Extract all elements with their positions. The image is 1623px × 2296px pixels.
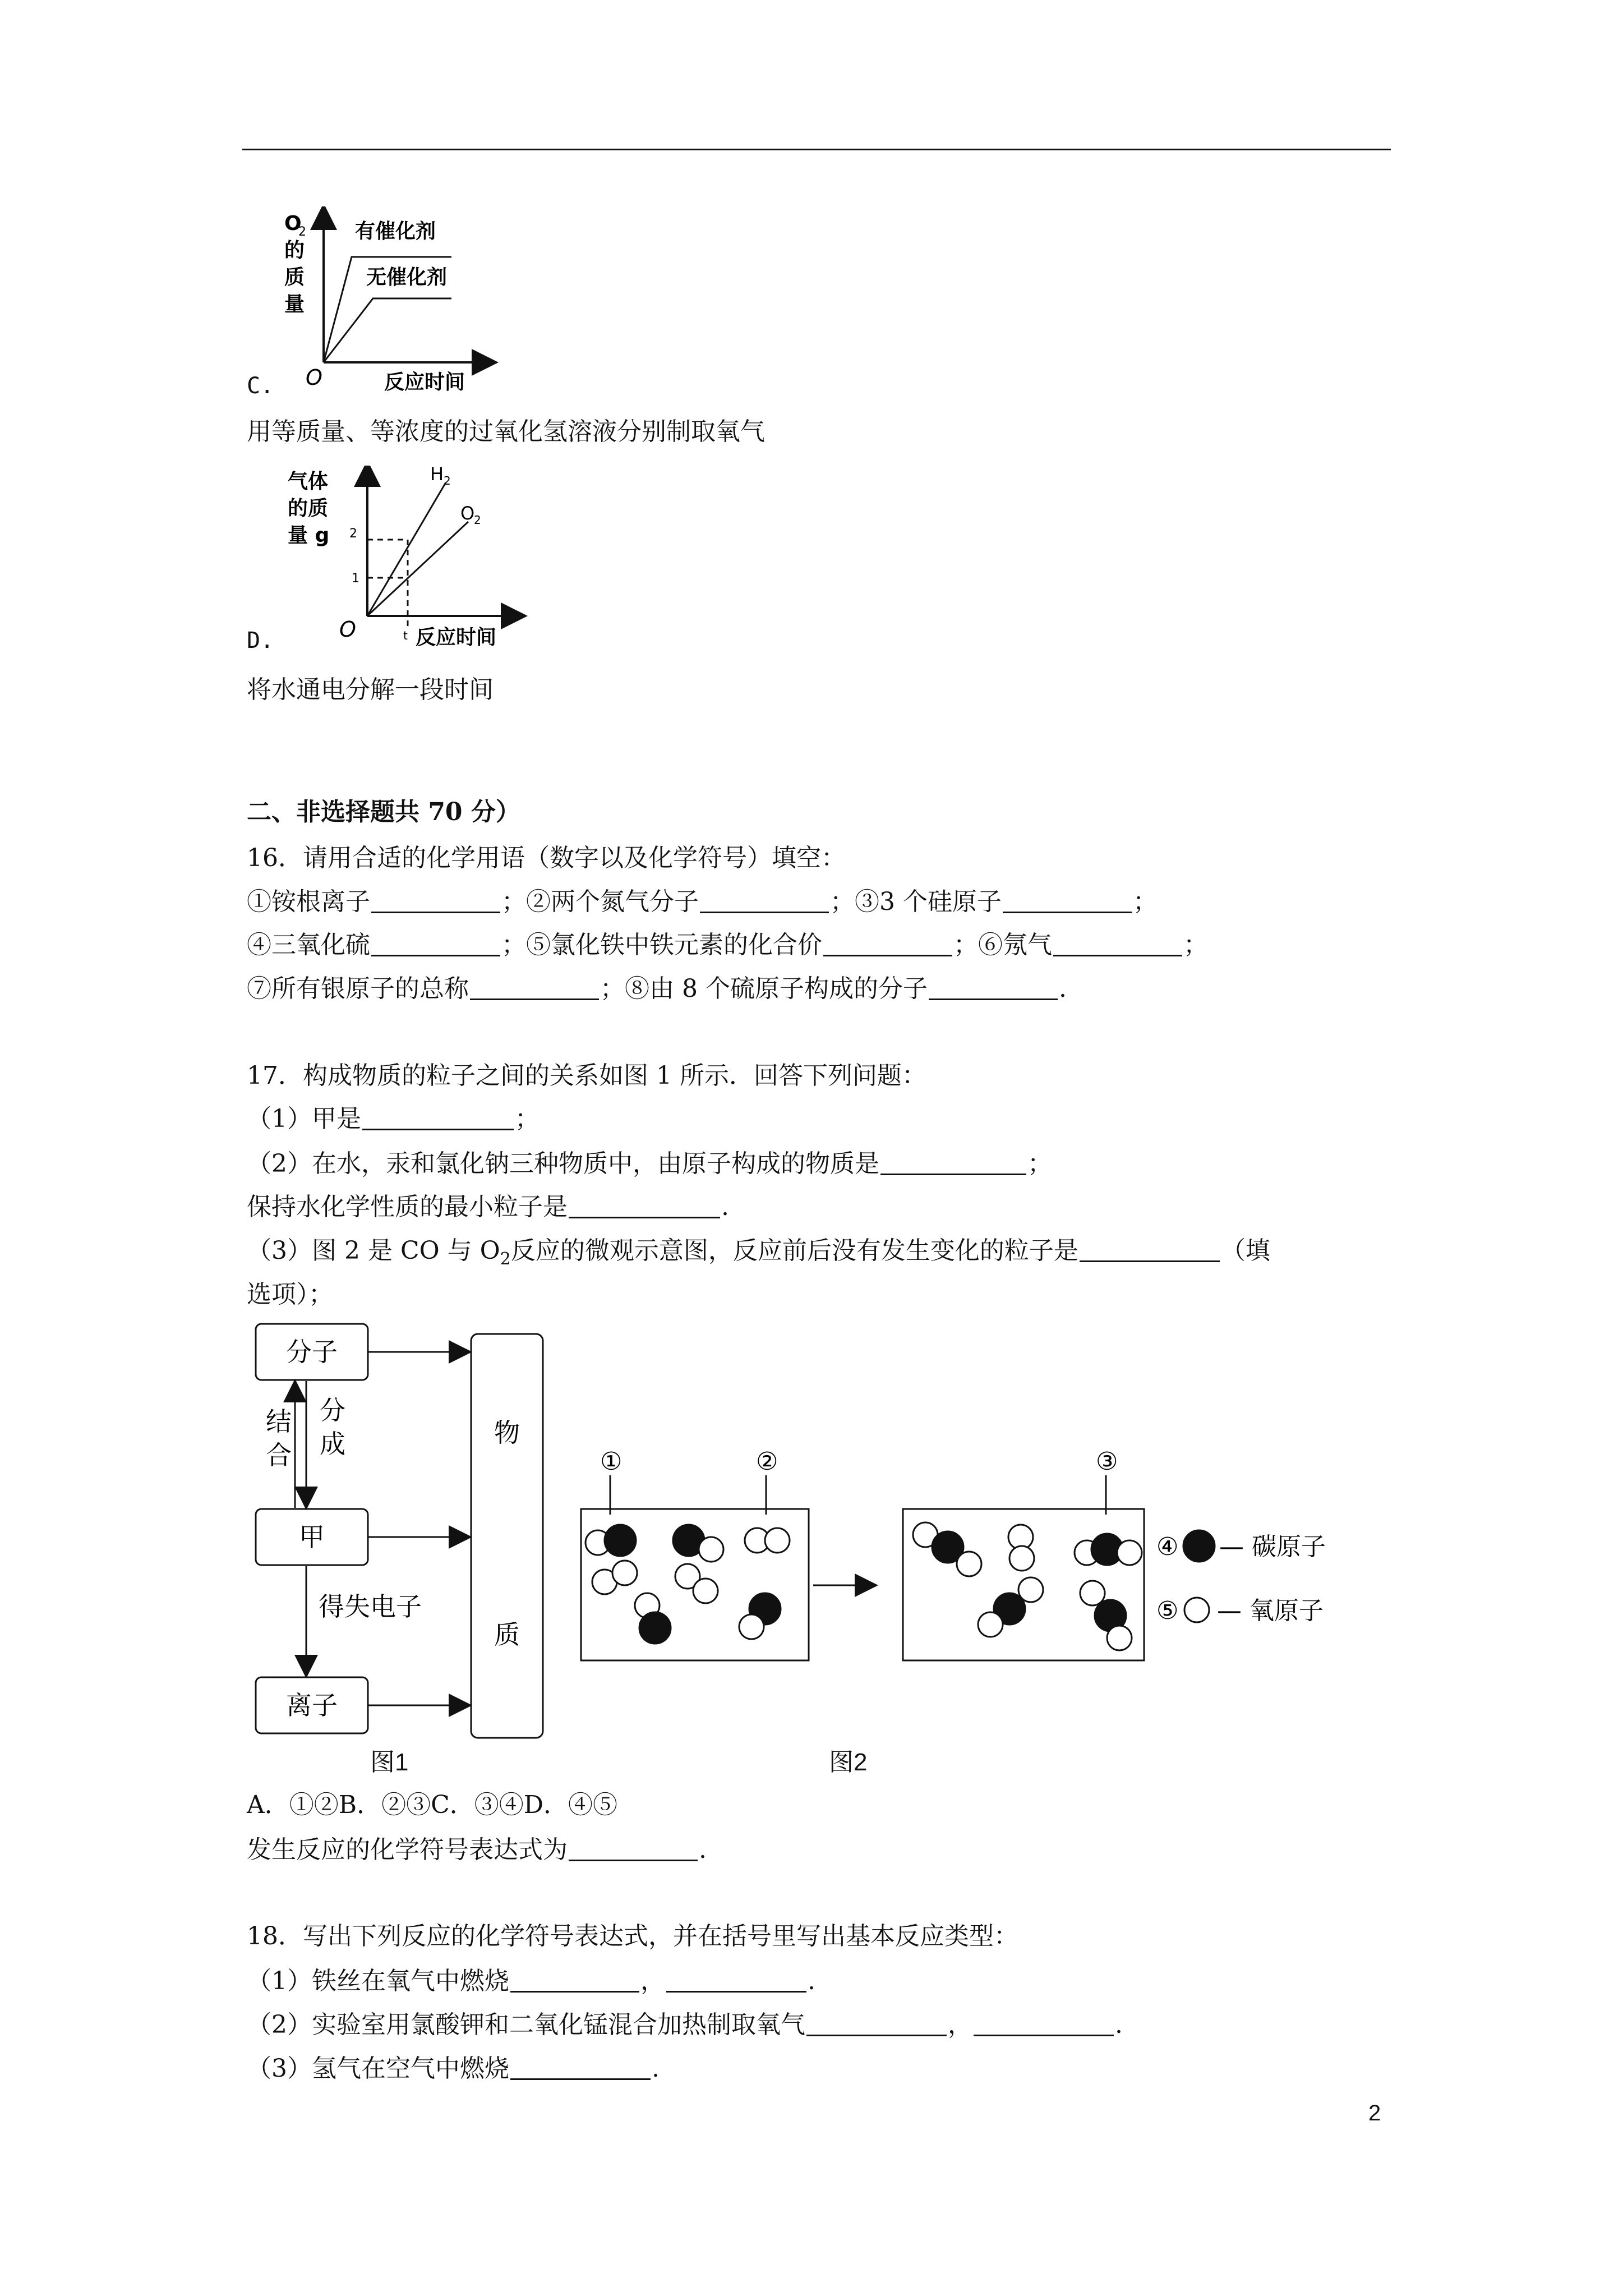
q17-p3-c: （填 — [1220, 1236, 1270, 1265]
fig2-legend-oxygen: — 氧原子 — [1217, 1596, 1324, 1625]
q17-p3-a: （3）图 2 是 CO 与 O — [247, 1236, 500, 1265]
q17-part2-b — [247, 1190, 729, 1224]
c-origin: O — [306, 365, 322, 390]
answer-blank[interactable] — [510, 2054, 651, 2080]
q17-part1 — [247, 1102, 540, 1136]
page-number: 2 — [1368, 2101, 1381, 2125]
fig1-text-ion: 离子 — [286, 1690, 338, 1720]
q17-expr-b: . — [699, 1835, 707, 1864]
fig2-mark-3: ③ — [1096, 1447, 1118, 1476]
q17-stem: 17．构成物质的粒子之间的关系如图 1 所示．回答下列问题： — [247, 1061, 926, 1090]
answer-blank[interactable] — [1080, 1236, 1220, 1262]
d-line-h2 — [367, 482, 446, 616]
fig1-text-substance-2: 质 — [494, 1619, 520, 1650]
answer-blank[interactable] — [1053, 930, 1182, 956]
figure-2 — [578, 1430, 1396, 1666]
q16-r1-c: ；③3 个硅原子 — [830, 887, 1002, 916]
fig2-legend-carbon-swatch — [1183, 1530, 1215, 1562]
answer-blank[interactable] — [700, 887, 829, 913]
option-d-label: D. — [247, 628, 274, 654]
fig2-legend-carbon: — 碳原子 — [1219, 1533, 1326, 1561]
c-y-label-3: 质 — [284, 266, 305, 289]
q18-part1 — [247, 1964, 815, 1998]
q16-r2-c: ；⑥氖气 — [953, 931, 1052, 959]
q17-p1-a: （1）甲是 — [247, 1105, 361, 1133]
answer-blank[interactable] — [974, 2010, 1114, 2036]
fig1-gain-lose: 得失电子 — [319, 1591, 422, 1622]
q17-p2-b: ； — [1027, 1149, 1052, 1178]
q17-part3 — [247, 1234, 1270, 1276]
q16-r3-a: ⑦所有银原子的总称 — [247, 974, 469, 1003]
q16-row2 — [247, 928, 1208, 962]
d-line-o2 — [367, 522, 468, 616]
q18-part2 — [247, 2008, 1123, 2042]
q16-r2-d: ； — [1183, 931, 1208, 959]
fig2-mark-1: ① — [600, 1447, 623, 1476]
q18-p2-a: （2）实验室用氯酸钾和二氧化锰混合加热制取氧气 — [247, 2010, 805, 2039]
c-series-bottom: 无催化剂 — [366, 266, 448, 289]
answer-blank[interactable] — [823, 930, 952, 956]
q18-p2-b: ， — [948, 2010, 972, 2039]
answer-blank[interactable] — [569, 1192, 720, 1218]
option-c-label: C. — [247, 373, 274, 399]
d-label-h2-sub: 2 — [444, 474, 451, 487]
fig2-mark-5: ⑤ — [1156, 1596, 1179, 1625]
d-label-o2: O — [460, 503, 475, 524]
q17-p3-sub: 2 — [500, 1249, 511, 1269]
q16-r3-c: . — [1058, 974, 1067, 1003]
q16-r2-a: ④三氧化硫 — [247, 931, 370, 959]
figure-1 — [247, 1318, 561, 1767]
q17-p3-b: 反应的微观示意图，反应前后没有发生变化的粒子是 — [510, 1236, 1078, 1265]
c-y-label-2: 的 — [284, 239, 305, 262]
q16-r1-a: ①铵根离子 — [247, 887, 370, 916]
q18-p1-c: . — [808, 1967, 815, 1995]
fig1-combine-2: 合 — [266, 1440, 292, 1470]
q17-part2 — [247, 1147, 1052, 1181]
q16-r3-b: ；⑧由 8 个硫原子构成的分子 — [600, 974, 928, 1003]
answer-blank[interactable] — [569, 1835, 698, 1861]
answer-blank[interactable] — [1003, 887, 1132, 913]
c-x-label: 反应时间 — [384, 371, 465, 394]
d-label-o2-sub: 2 — [474, 513, 481, 527]
fig2-legend-oxygen-swatch — [1184, 1598, 1209, 1622]
q17-p1-b: ； — [515, 1105, 540, 1133]
c-y-sub: 2 — [298, 225, 306, 239]
q16-stem: 16．请用合适的化学用语（数字以及化学符号）填空： — [247, 844, 846, 872]
answer-blank[interactable] — [362, 1104, 514, 1130]
answer-blank[interactable] — [666, 1966, 806, 1993]
fig1-box-substance — [471, 1334, 543, 1738]
header-rule — [242, 149, 1391, 150]
d-y-label-2: 的质 — [288, 497, 329, 520]
q18-stem: 18．写出下列反应的化学符号表达式，并在括号里写出基本反应类型： — [247, 1922, 1018, 1950]
d-x-tick: t — [403, 629, 408, 642]
d-label-h2: H — [430, 466, 444, 485]
q18-part3 — [247, 2052, 660, 2086]
q17-expression — [247, 1833, 707, 1867]
answer-blank[interactable] — [470, 974, 599, 1000]
answer-blank[interactable] — [371, 887, 500, 913]
fig1-text-substance-1: 物 — [494, 1418, 520, 1448]
fig2-mark-2: ② — [756, 1447, 778, 1476]
c-y-label-4: 量 — [284, 293, 305, 316]
q16-r2-b: ；⑤氯化铁中铁元素的化合价 — [501, 931, 822, 959]
q16-r1-b: ；②两个氮气分子 — [501, 887, 699, 916]
c-series-top: 有催化剂 — [355, 220, 436, 243]
d-y-tick-2: 2 — [349, 527, 357, 541]
fig1-split-2: 成 — [320, 1429, 345, 1459]
section-title: 二、非选择题共 70 分） — [247, 798, 520, 826]
d-y-label-1: 气体 — [288, 470, 329, 493]
fig1-caption: 图1 — [370, 1749, 409, 1776]
answer-blank[interactable] — [510, 1966, 639, 1993]
fig2-mark-4: ④ — [1156, 1533, 1179, 1561]
fig2-caption: 图2 — [829, 1749, 868, 1776]
q17-p2-a: （2）在水，汞和氯化钠三种物质中，由原子构成的物质是 — [247, 1149, 879, 1178]
q17-p2-c: 保持水化学性质的最小粒子是 — [247, 1193, 568, 1221]
c-y-label-1: O — [284, 212, 302, 235]
d-origin: O — [339, 617, 356, 642]
answer-blank[interactable] — [929, 974, 1058, 1000]
q18-p1-a: （1）铁丝在氧气中燃烧 — [247, 1967, 509, 1995]
q18-p3-a: （3）氢气在空气中燃烧 — [247, 2054, 509, 2083]
option-d-chart — [283, 466, 530, 656]
d-x-label: 反应时间 — [416, 626, 497, 649]
option-d-caption: 将水通电分解一段时间 — [247, 675, 494, 704]
fig1-combine-1: 结 — [266, 1406, 292, 1437]
q17-p2-d: . — [721, 1193, 729, 1221]
q18-p1-b: ， — [640, 1967, 665, 1995]
q18-p2-c: . — [1115, 2010, 1123, 2039]
q17-options: A．①②B．②③C．③④D．④⑤ — [247, 1791, 618, 1819]
answer-blank[interactable] — [806, 2010, 947, 2036]
q17-part3-b: 选项）； — [247, 1280, 333, 1309]
option-c-chart — [283, 206, 508, 397]
answer-blank[interactable] — [371, 930, 500, 956]
d-y-label-3: 量 g — [288, 524, 330, 547]
c-line-without-catalyst — [324, 298, 451, 362]
q16-r1-d: ； — [1132, 887, 1158, 916]
fig1-text-molecule: 分子 — [286, 1337, 338, 1367]
option-c-caption: 用等质量、等浓度的过氧化氢溶液分别制取氧气 — [247, 417, 765, 446]
q16-row1 — [247, 885, 1158, 919]
fig1-split-1: 分 — [320, 1395, 345, 1425]
fig1-text-jia: 甲 — [299, 1522, 325, 1552]
d-y-tick-1: 1 — [352, 572, 359, 586]
q16-row3 — [247, 972, 1067, 1006]
q17-expr-a: 发生反应的化学符号表达式为 — [247, 1835, 568, 1864]
q18-p3-b: . — [652, 2054, 660, 2083]
answer-blank[interactable] — [880, 1149, 1026, 1175]
